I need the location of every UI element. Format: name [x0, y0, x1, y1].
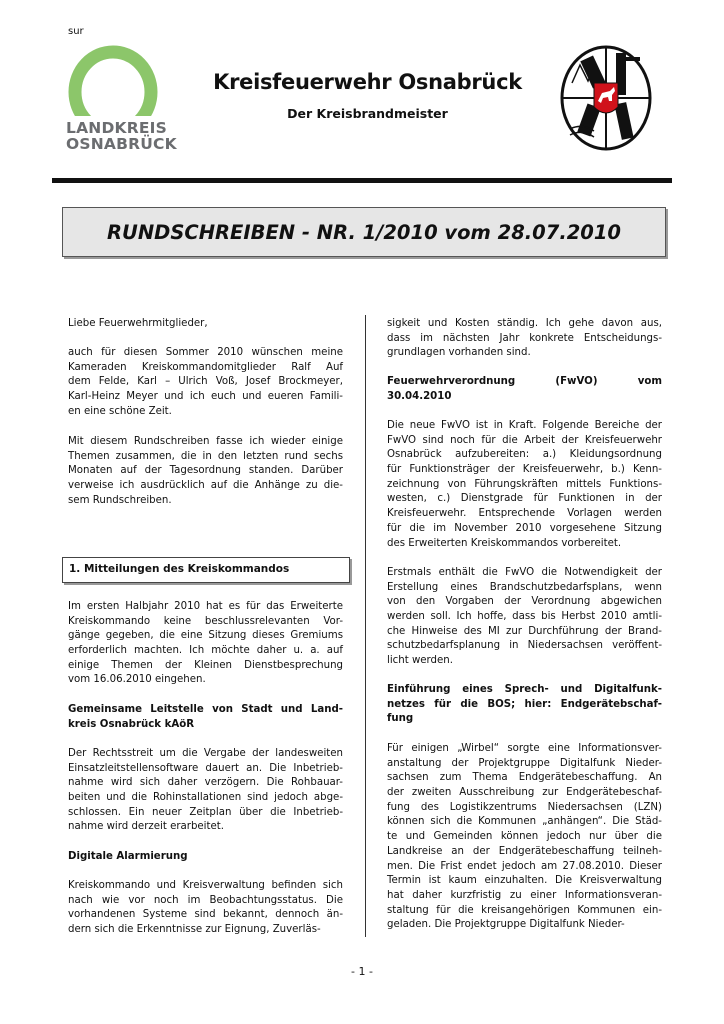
- text-line: können sich die Kommunen „anhängen“. Die Städ-: [387, 816, 662, 828]
- page-title: Kreisfeuerwehr Osnabrück: [213, 70, 522, 94]
- paragraph: [68, 346, 343, 419]
- subheading: [68, 703, 343, 732]
- paragraph: [387, 566, 662, 669]
- text-line: westen, c.) Dienstgrade für Funktionen in der: [387, 493, 662, 505]
- paragraph: [387, 419, 662, 551]
- text-line: erforderlich machten. Ich möchte daher u. a. auf: [68, 645, 343, 657]
- text-line: nahme wird derzeit erarbeitet.: [68, 821, 225, 833]
- text-line: schutzbedarfsplanung in Niedersachsen veröffent-: [387, 640, 662, 652]
- text-line: Kreisfeuerwehr. Entsprechende Vorlagen werden: [387, 508, 662, 520]
- text-line: men. Die Frist endet jedoch am 27.08.2010. Dieser: [387, 860, 662, 872]
- text-line: dass im nächsten Jahr konkrete Entscheidungs-: [387, 332, 662, 344]
- subheading: [387, 683, 662, 727]
- paragraph: [387, 317, 662, 361]
- text-line: fung: [387, 713, 414, 725]
- text-line: gänge gegeben, die eine Sitzung dieses Gremiums: [68, 630, 343, 642]
- text-line: des Erweiterten Kreiskommandos vorbereitet.: [387, 537, 622, 549]
- text-line: staltung für die kreisangehörigen Kommunen ein-: [387, 904, 662, 916]
- text-line: Liebe Feuerwehrmitglieder,: [68, 318, 208, 329]
- page-subtitle: Der Kreisbrandmeister: [287, 106, 448, 121]
- text-line: für die im November 2010 vorgesehene Sitzung: [387, 522, 662, 534]
- text-line: Der Rechtsstreit um die Vergabe der landesweiten: [68, 748, 343, 759]
- text-line: hat daher kurzfristig zu einer Informationsveran-: [387, 889, 662, 901]
- paragraph: [68, 435, 343, 508]
- text-line: Monaten auf der Tagesordnung standen. Darüber: [68, 465, 343, 477]
- section-heading-box: [62, 557, 350, 583]
- text-line: Kameraden Kreiskommandomitglieder Ralf Auf: [68, 361, 343, 373]
- fire-brigade-emblem-icon: [558, 43, 654, 153]
- text-line: sigkeit und Kosten ständig. Ich gehe davon aus,: [387, 318, 662, 329]
- logo-text-line1: LANDKREIS: [66, 119, 167, 137]
- corner-text: sur: [68, 26, 84, 37]
- text-line: verweise ich ausdrücklich auf die Anhänge zu die-: [68, 480, 343, 492]
- text-line: Feuerwehrverordnung (FwVO) vom: [387, 376, 662, 387]
- text-line: einige Themen der Kleinen Dienstbesprechung: [68, 659, 343, 671]
- paragraph: [68, 879, 343, 938]
- text-line: FwVO sind noch für die Arbeit der Kreisfeuerwehr: [387, 434, 662, 446]
- text-line: fung des Logistikzentrums Niedersachsen (LZN): [387, 801, 662, 813]
- text-line: 30.04.2010: [387, 390, 452, 402]
- text-line: Digitale Alarmierung: [68, 851, 188, 862]
- text-line: Einführung eines Sprech- und Digitalfunk-: [387, 684, 662, 695]
- text-line: der zweiten Ausschreibung zur Endgerätebeschaf-: [387, 787, 662, 799]
- text-line: Erstellung eines Brandschutzbedarfsplans, wenn: [387, 581, 662, 593]
- circular-title-banner: [62, 207, 666, 257]
- text-line: für Funktionsträger der Kreisfeuerwehr, b.) Kenn-: [387, 464, 662, 476]
- text-line: vom 16.06.2010 eingehen.: [68, 674, 206, 686]
- text-line: netzes für die BOS; hier: Endgerätebschaf-: [387, 698, 662, 710]
- paragraph: [68, 317, 343, 332]
- circular-title: RUNDSCHREIBEN - NR. 1/2010 vom 28.07.2010: [106, 220, 622, 244]
- text-line: Themen zusammen, die in den letzten rund sechs: [68, 450, 343, 462]
- text-line: vorhandenen Systeme sind bekannt, dennoch än-: [68, 909, 343, 921]
- text-line: Gemeinsame Leitstelle von Stadt und Land-: [68, 704, 343, 715]
- text-line: Mit diesem Rundschreiben fasse ich wieder einige: [68, 436, 343, 447]
- subheading: [387, 375, 662, 404]
- text-line: Karl-Heinz Meyer und ich euch und eueren Famili-: [68, 391, 343, 403]
- text-line: auch für diesen Sommer 2010 wünschen meine: [68, 347, 343, 358]
- text-line: sem Rundschreiben.: [68, 494, 172, 506]
- text-line: beiten und die Rohinstallationen sind jedoch abge-: [68, 792, 343, 804]
- text-line: Im ersten Halbjahr 2010 hat es für das Erweiterte: [68, 601, 343, 612]
- text-line: Die neue FwVO ist in Kraft. Folgende Bereiche der: [387, 420, 662, 431]
- text-line: licht werden.: [387, 655, 453, 667]
- text-line: zeichnung von Führungskräften mittels Funktions-: [387, 478, 662, 490]
- text-line: nach wie vor noch im Beobachtungsstatus. Die: [68, 894, 343, 906]
- text-line: werden soll. Ich hoffe, dass bis Herbst 2010 amtli-: [387, 611, 662, 623]
- header-divider: [52, 178, 672, 183]
- text-line: geladen. Die Projektgruppe Digitalfunk Nieder-: [387, 919, 625, 931]
- text-line: von den Vorgaben der Verordnung abgewichen: [387, 596, 662, 608]
- text-line: che Hinweise des MI zur Durchführung der Brand-: [387, 625, 662, 637]
- text-line: Für einigen „Wirbel“ sorgte eine Informationsver-: [387, 743, 662, 754]
- paragraph: [387, 742, 662, 933]
- text-line: te und Gemeinden können jedoch nur über die: [387, 831, 662, 843]
- text-line: Osnabrück aufzubereiten: a.) Kleidungsordnung: [387, 449, 662, 461]
- text-line: Kreiskommando und Kreisverwaltung befinden sich: [68, 880, 343, 891]
- text-line: nahme wird sich daher verzögern. Die Rohbauar-: [68, 777, 343, 789]
- paragraph: [68, 600, 343, 688]
- landkreis-osnabrueck-logo: [66, 44, 177, 154]
- subheading: [68, 850, 343, 865]
- text-line: Landkreise an der Endgerätebeschaffung teilneh-: [387, 845, 662, 857]
- text-line: en eine schöne Zeit.: [68, 405, 172, 417]
- text-line: dem Felde, Karl – Ulrich Voß, Josef Brockmeyer,: [68, 376, 343, 388]
- section-heading: 1. Mitteilungen des Kreiskommandos: [69, 563, 290, 575]
- logo-text-line2: OSNABRÜCK: [66, 135, 177, 153]
- text-line: Erstmals enthält die FwVO die Notwendigkeit der: [387, 567, 662, 578]
- text-line: Einsatzleitstellensoftware dauert an. Die Inbetrieb-: [68, 762, 343, 774]
- text-line: anstaltung der Projektgruppe Digitalfunk Nieder-: [387, 757, 662, 769]
- text-line: kreis Osnabrück kAöR: [68, 718, 195, 730]
- text-line: schlossen. Ein neuer Zeitplan über die Inbetrieb-: [68, 806, 343, 818]
- paragraph: [68, 747, 343, 835]
- text-line: grundlagen vorhanden sind.: [387, 347, 531, 359]
- column-divider: [365, 315, 366, 937]
- text-line: sachsen zum Thema Endgerätebeschaffung. An: [387, 772, 662, 784]
- text-line: dern sich die Erkenntnisse zur Eignung, Zuverläs-: [68, 924, 321, 936]
- text-line: Termin ist kaum einzuhalten. Die Kreisverwaltung: [387, 875, 662, 887]
- text-line: Kreiskommando keine beschlussrelevanten Vor-: [68, 615, 343, 627]
- page-number: - 1 -: [351, 965, 373, 978]
- green-ring-icon: [66, 44, 170, 124]
